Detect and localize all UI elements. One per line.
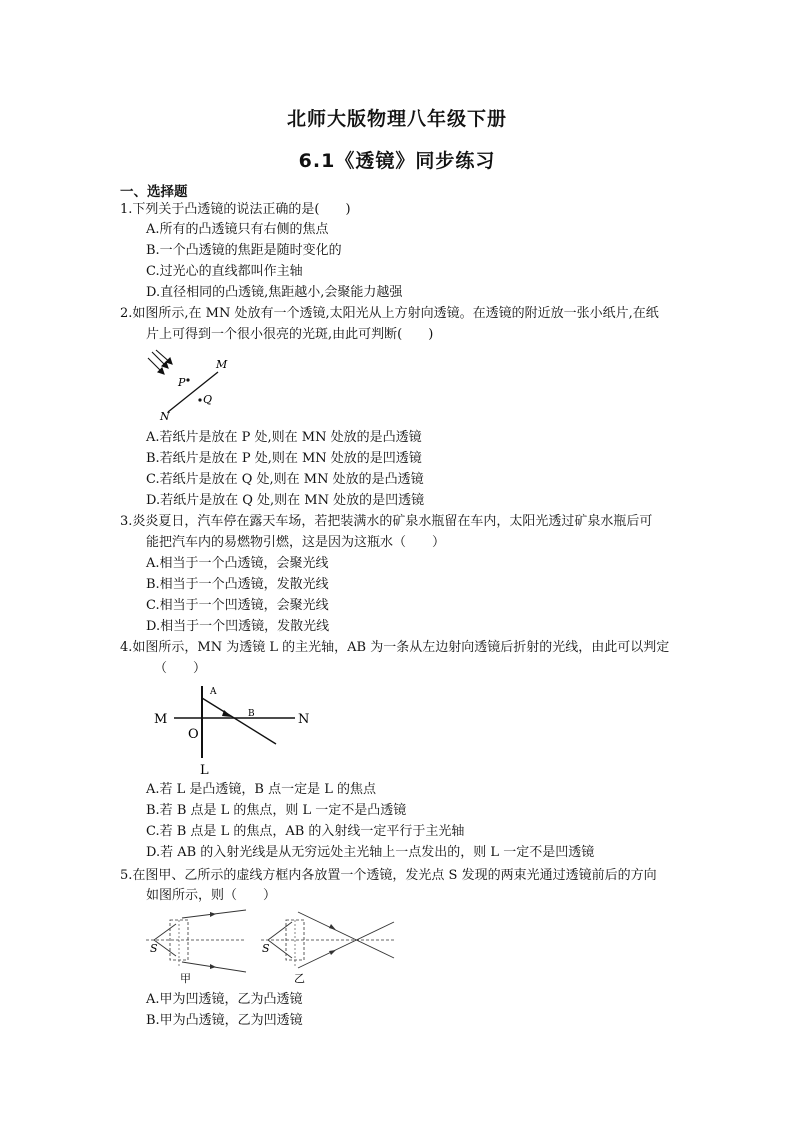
question-5-stem-line-1: 5.在图甲、乙所示的虚线方框内各放置一个透镜，发光点 S 发现的两束光通过透镜前后的方向 xyxy=(120,868,657,883)
question-3-option-a: A.相当于一个凸透镜，会聚光线 xyxy=(146,556,329,571)
question-4-figure xyxy=(150,680,320,780)
figure-label-m: M xyxy=(216,358,228,371)
question-5-stem-line-2: 如图所示，则（ ） xyxy=(146,888,277,903)
figure-label-n: N xyxy=(298,712,310,727)
question-2-stem-line-2: 片上可得到一个很小很亮的光斑,由此可判断( ) xyxy=(146,327,434,342)
figure-label-m: M xyxy=(154,712,168,727)
question-2-figure xyxy=(146,350,236,425)
question-3-stem-line-1: 3.炎炎夏日，汽车停在露天车场，若把装满水的矿泉水瓶留在车内，太阳光透过矿泉水瓶后可 xyxy=(120,514,653,529)
question-5-option-b: B.甲为凸透镜，乙为凹透镜 xyxy=(146,1013,303,1028)
figure-label-s-yi: S xyxy=(262,942,270,955)
figure-label-q: Q xyxy=(203,393,213,406)
figure-label-l: L xyxy=(200,763,209,778)
question-2-option-a: A.若纸片是放在 P 处,则在 MN 处放的是凸透镜 xyxy=(146,430,422,445)
question-1-option-b: B.一个凸透镜的焦距是随时变化的 xyxy=(146,243,342,258)
section-heading: 一、选择题 xyxy=(120,184,188,200)
question-4-stem-line-2: （ ） xyxy=(154,661,207,676)
question-5-figure xyxy=(146,906,396,986)
figure-label-s-jia: S xyxy=(150,942,158,955)
question-1-option-d: D.直径相同的凸透镜,焦距越小,会聚能力越强 xyxy=(146,285,403,300)
figure-label-p: P xyxy=(178,376,186,389)
question-4-option-d: D.若 AB 的入射光线是从无穷远处主光轴上一点发出的，则 L 一定不是凹透镜 xyxy=(146,845,595,860)
question-2-stem-line-1: 2.如图所示,在 MN 处放有一个透镜,太阳光从上方射向透镜。在透镜的附近放一张小纸片,在纸 xyxy=(120,306,659,321)
question-3-option-c: C.相当于一个凹透镜，会聚光线 xyxy=(146,598,329,613)
question-4-option-a: A.若 L 是凸透镜，B 点一定是 L 的焦点 xyxy=(146,782,377,797)
question-3-stem-line-2: 能把汽车内的易燃物引燃，这是因为这瓶水（ ） xyxy=(146,535,446,550)
question-3-option-b: B.相当于一个凸透镜，发散光线 xyxy=(146,577,329,592)
question-3-option-d: D.相当于一个凹透镜，发散光线 xyxy=(146,619,330,634)
question-2-option-c: C.若纸片是放在 Q 处,则在 MN 处放的是凸透镜 xyxy=(146,472,424,487)
question-1-option-a: A.所有的凸透镜只有右侧的焦点 xyxy=(146,222,329,237)
question-5-option-a: A.甲为凹透镜，乙为凸透镜 xyxy=(146,992,303,1007)
question-2-option-d: D.若纸片是放在 Q 处,则在 MN 处放的是凹透镜 xyxy=(146,493,425,508)
question-1-option-c: C.过光心的直线都叫作主轴 xyxy=(146,264,303,279)
question-2-option-b: B.若纸片是放在 P 处,则在 MN 处放的是凹透镜 xyxy=(146,451,422,466)
figure-label-jia: 甲 xyxy=(180,972,191,985)
document-title: 北师大版物理八年级下册 xyxy=(286,108,507,130)
question-4-stem-line-1: 4.如图所示，MN 为透镜 L 的主光轴，AB 为一条从左边射向透镜后折射的光线，由此可以判定 xyxy=(120,640,670,655)
question-1-stem: 1.下列关于凸透镜的说法正确的是( ) xyxy=(120,202,351,217)
document-subtitle: 6.1《透镜》同步练习 xyxy=(298,150,496,172)
figure-label-yi: 乙 xyxy=(294,972,305,985)
figure-label-a: A xyxy=(210,687,217,697)
figure-label-b: B xyxy=(248,709,255,719)
figure-label-n: N xyxy=(160,410,170,423)
figure-label-o: O xyxy=(188,727,199,742)
question-4-option-c: C.若 B 点是 L 的焦点，AB 的入射线一定平行于主光轴 xyxy=(146,824,465,839)
question-4-option-b: B.若 B 点是 L 的焦点，则 L 一定不是凸透镜 xyxy=(146,803,407,818)
